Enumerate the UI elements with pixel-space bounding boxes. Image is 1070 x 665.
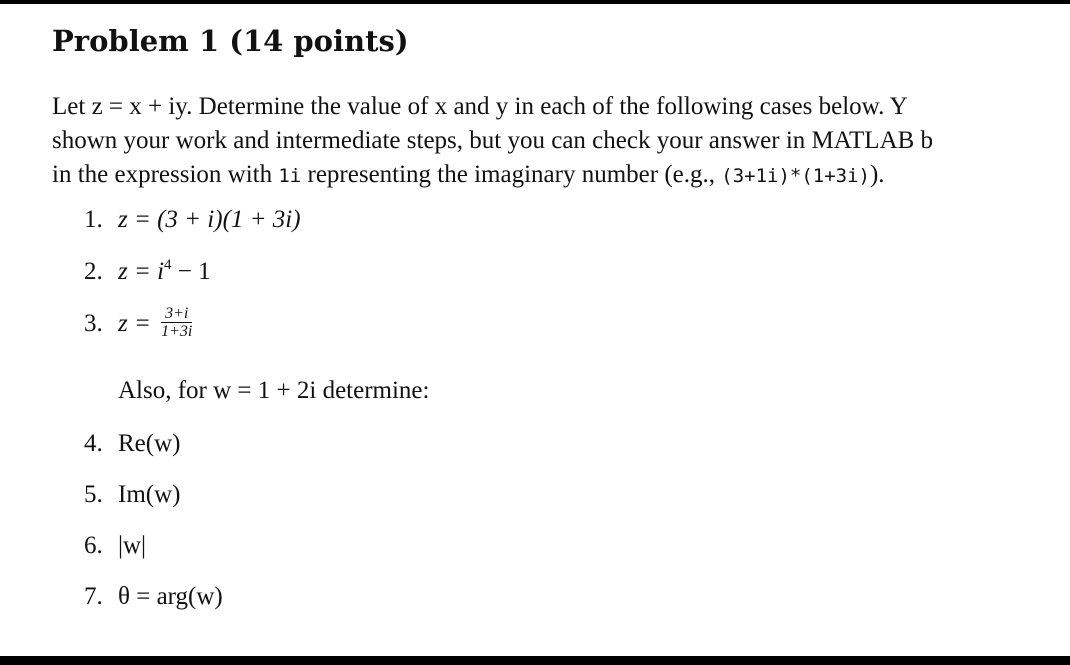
code-imaginary-unit: 1i <box>278 165 302 187</box>
list-item-4 <box>84 427 180 461</box>
item-number: 3. <box>84 310 103 337</box>
item-expression: z = (3 + i)(1 + 3i) <box>118 206 301 233</box>
list-item-5 <box>84 478 180 512</box>
code-example: (3+1i)*(1+3i) <box>721 165 870 187</box>
item-expression-base: z = i <box>118 258 165 285</box>
intro-paragraph <box>52 90 933 192</box>
item-expression-lhs: z = <box>118 310 158 337</box>
list-item-1 <box>84 203 301 237</box>
item-number: 2. <box>84 258 103 285</box>
list-item-3 <box>84 304 193 342</box>
item-number: 1. <box>84 206 103 233</box>
problem-heading: Problem 1 (14 points) <box>52 24 409 58</box>
item-expression: Re(w) <box>118 430 181 457</box>
intro-line-3-start: in the expression with <box>52 161 279 188</box>
intro-line-3 <box>52 158 933 192</box>
fraction-numerator: 3+i <box>161 306 192 323</box>
item-expression-rest: − 1 <box>171 258 211 285</box>
list-item-2 <box>84 255 211 289</box>
intro-line-3-middle: representing the imaginary number (e.g., <box>301 161 722 188</box>
fraction <box>161 306 192 339</box>
intro-line-2: shown your work and intermediate steps, but you can check your answer in MATLAB b <box>52 127 934 154</box>
intro-line-1: Let z = x + iy. Determine the value of x and y in each of the following cases below. Y <box>52 93 908 120</box>
item-expression: θ = arg(w) <box>118 583 223 610</box>
list-item-7 <box>84 580 223 614</box>
list-item-6 <box>84 529 146 563</box>
item-exponent: 4 <box>164 257 172 273</box>
item-number: 5. <box>84 481 103 508</box>
item-expression: |w| <box>118 532 147 559</box>
item-number: 4. <box>84 430 103 457</box>
item-expression: Im(w) <box>118 481 181 508</box>
intro-line-3-end: ). <box>869 161 885 188</box>
item-number: 6. <box>84 532 103 559</box>
fraction-denominator: 1+3i <box>161 322 193 340</box>
document-page <box>0 4 1070 656</box>
item-number: 7. <box>84 583 103 610</box>
also-statement: Also, for w = 1 + 2i determine: <box>118 377 430 404</box>
